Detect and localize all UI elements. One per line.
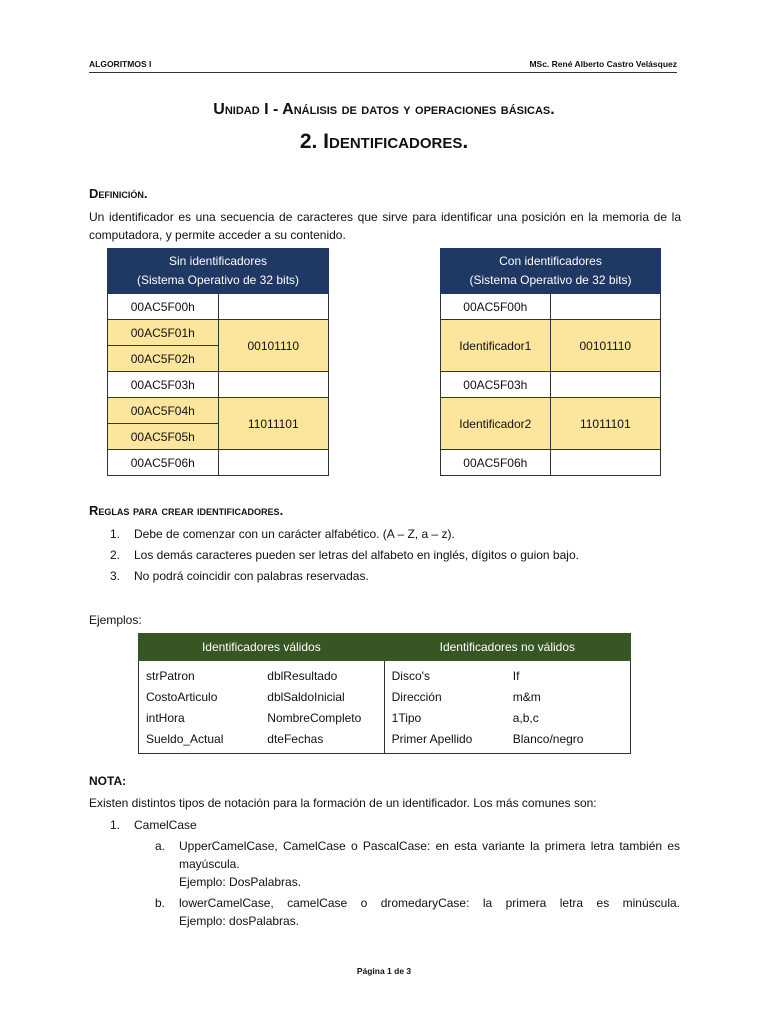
list-text: Los demás caracteres pueden ser letras del alfabeto en inglés, dígitos o guion bajo. (134, 548, 579, 562)
table-cell: dblResultado (260, 661, 384, 687)
page-footer: Página 1 de 3 (356, 966, 412, 976)
header-line: (Sistema Operativo de 32 bits) (469, 273, 632, 287)
reglas-heading: Reglas para crear identificadores. (89, 503, 284, 518)
value-cell-empty (218, 450, 328, 476)
address-cell: 00AC5F02h (108, 346, 219, 372)
identifier-cell: Identificador1 (441, 320, 551, 372)
address-cell: 00AC5F06h (441, 450, 551, 476)
sub-item-b-letter: b. (155, 896, 166, 910)
address-cell: 00AC5F05h (108, 424, 219, 450)
table-cell: strPatron (139, 661, 261, 687)
sub-item-a-text: UpperCamelCase, CamelCase o PascalCase: en esta variante la primera letra también es mayúscula. (179, 839, 680, 871)
header-line: (Sistema Operativo de 32 bits) (136, 273, 300, 287)
nota-intro: Existen distintos tipos de notación para la formación de un identificador. Los más comunes son: (89, 796, 597, 810)
list-text: No podrá coincidir con palabras reservadas. (134, 569, 369, 583)
table-cell: NombreCompleto (260, 707, 384, 728)
table-cell: intHora (139, 707, 261, 728)
section-title: 2. Identificadores. (299, 130, 469, 153)
table-header (441, 249, 661, 294)
definicion-text: Un identificador es una secuencia de caracteres que sirve para identificar una posición en la memoria de la computadora, y permite acceder a su contenido. (89, 210, 681, 242)
header-line: Sin identificadores (168, 254, 268, 268)
table-cell: 1Tipo (391, 710, 422, 725)
table-cell: If (506, 661, 631, 687)
table-cell: Disco's (391, 668, 430, 683)
definicion-heading: Definición. (89, 186, 148, 201)
nota-item-1-number: 1. (110, 818, 121, 832)
list-number: 1. (110, 527, 121, 541)
table-cell: dblSaldoInicial (260, 686, 384, 707)
address-cell: 00AC5F03h (441, 372, 551, 398)
table-cell: Sueldo_Actual (139, 728, 261, 754)
invalid-header: Identificadores no válidos (384, 634, 630, 661)
table-header (108, 249, 329, 294)
value-cell: 11011101 (218, 398, 328, 450)
value-cell-empty (550, 294, 660, 320)
sub-item-a-letter: a. (155, 839, 166, 853)
table-cell: Dirección (391, 689, 442, 704)
table-cell: CostoArticulo (139, 686, 261, 707)
examples-table (138, 633, 631, 754)
list-number: 3. (110, 569, 121, 583)
value-cell: 00101110 (218, 320, 328, 372)
list-number: 2. (110, 548, 121, 562)
header-author: MSc. René Alberto Castro Velásquez (529, 59, 677, 69)
ejemplos-label: Ejemplos: (89, 613, 142, 627)
sub-item-a-example: Ejemplo: DosPalabras. (179, 875, 302, 889)
address-cell: 00AC5F04h (108, 398, 219, 424)
sub-item-b-example: Ejemplo: dosPalabras. (179, 914, 300, 928)
table-cell: Blanco/negro (506, 728, 631, 754)
address-cell: 00AC5F00h (108, 294, 219, 320)
table-cell: dteFechas (260, 728, 384, 754)
header-course: ALGORITMOS I (89, 59, 152, 69)
header-line: Con identificadores (499, 254, 602, 268)
nota-item-1-text: CamelCase (134, 818, 197, 832)
unit-title: Unidad I - Análisis de datos y operaciones básicas. (213, 101, 555, 118)
value-cell-empty (550, 450, 660, 476)
address-cell: 00AC5F01h (108, 320, 219, 346)
nota-heading: NOTA: (89, 774, 127, 788)
table-cell: a,b,c (506, 707, 631, 728)
list-text: Debe de comenzar con un carácter alfabético. (A – Z, a – z). (134, 527, 455, 541)
address-cell: 00AC5F03h (108, 372, 219, 398)
value-cell-empty (218, 372, 328, 398)
value-cell-empty (218, 294, 328, 320)
valid-header: Identificadores válidos (139, 634, 385, 661)
identifier-cell: Identificador2 (441, 398, 551, 450)
table-cell: Primer Apellido (384, 728, 506, 754)
page-header (89, 58, 677, 73)
address-cell: 00AC5F00h (441, 294, 551, 320)
sub-item-b-text: lowerCamelCase, camelCase o dromedaryCase: la primera letra es minúscula. (179, 896, 680, 910)
value-cell-empty (550, 372, 660, 398)
memory-table-without-identifiers (107, 248, 329, 476)
address-cell: 00AC5F06h (108, 450, 219, 476)
table-cell: m&m (506, 686, 631, 707)
value-cell: 11011101 (550, 398, 660, 450)
memory-table-with-identifiers (440, 248, 661, 476)
value-cell: 00101110 (550, 320, 660, 372)
